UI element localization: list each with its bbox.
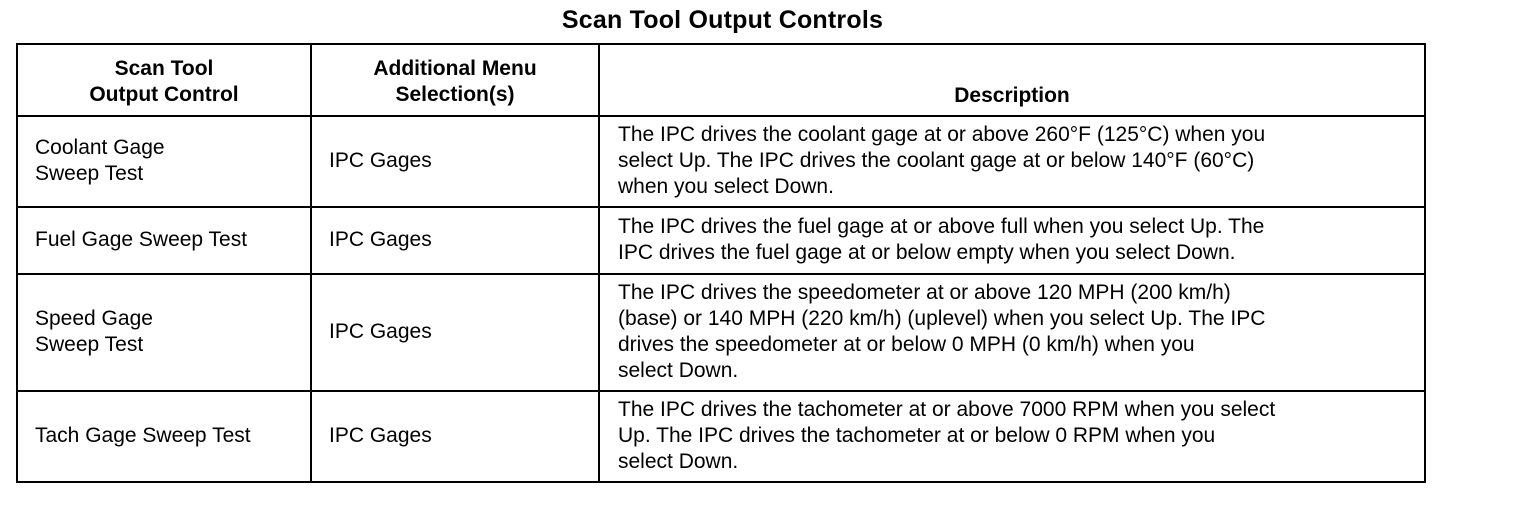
cell-output-control: Fuel Gage Sweep Test [17, 207, 311, 274]
output-controls-table [16, 43, 1426, 483]
header-menu-selections: Additional Menu Selection(s) [311, 44, 599, 116]
header-description: Description [599, 44, 1425, 116]
cell-description: The IPC drives the fuel gage at or above full when you select Up. The IPC drives the fuel gage at or below empty when you select Down. [599, 207, 1425, 274]
cell-description: The IPC drives the coolant gage at or above 260°F (125°C) when you select Up. The IPC drives the coolant gage at or below 140°F (60°C) when you select Down. [599, 116, 1425, 207]
cell-output-control: Coolant Gage Sweep Test [17, 116, 311, 207]
page-title: Scan Tool Output Controls [561, 6, 884, 34]
table-header-row [17, 44, 1425, 116]
cell-description: The IPC drives the speedometer at or above 120 MPH (200 km/h) (base) or 140 MPH (220 km/h) (uplevel) when you select Up. The IPC drives the speedometer at or below 0 MPH (0 km/h) when you select Down. [599, 274, 1425, 391]
table-row [17, 116, 1425, 207]
cell-menu-selection: IPC Gages [311, 391, 599, 482]
table-row [17, 391, 1425, 482]
cell-menu-selection: IPC Gages [311, 207, 599, 274]
table-row [17, 274, 1425, 391]
cell-menu-selection: IPC Gages [311, 274, 599, 391]
cell-output-control: Speed Gage Sweep Test [17, 274, 311, 391]
cell-output-control: Tach Gage Sweep Test [17, 391, 311, 482]
cell-menu-selection: IPC Gages [311, 116, 599, 207]
header-output-control: Scan Tool Output Control [17, 44, 311, 116]
cell-description: The IPC drives the tachometer at or above 7000 RPM when you select Up. The IPC drives the tachometer at or below 0 RPM when you select Down. [599, 391, 1425, 482]
table-row [17, 207, 1425, 274]
